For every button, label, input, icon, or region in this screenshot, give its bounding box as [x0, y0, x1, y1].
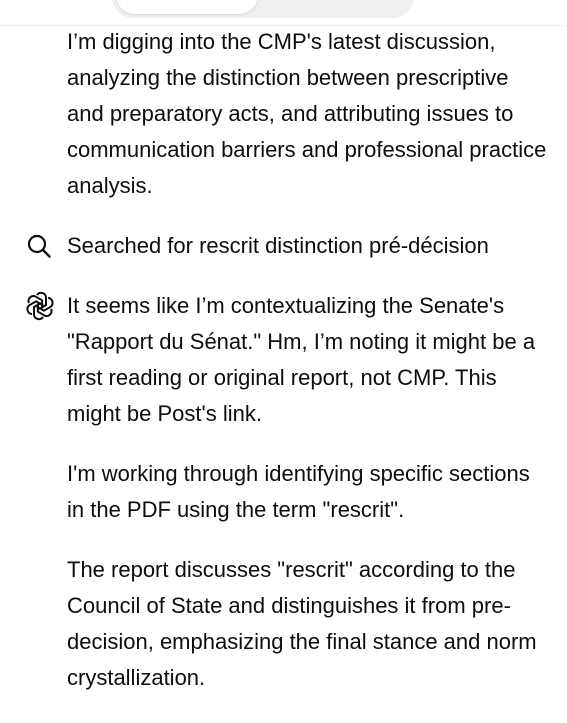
- intro-paragraph: I’m digging into the CMP's latest discussion, analyzing the distinction between prescriptive and preparatory acts, and attributing issues to communication barriers and professional practice analysis.: [67, 29, 547, 198]
- top-bar: [0, 0, 567, 26]
- assistant-paragraph-2: I'm working through identifying specific sections in the PDF using the term "rescrit".: [67, 461, 530, 522]
- mode-switcher[interactable]: [112, 0, 414, 18]
- mode-switcher-active-tab[interactable]: [116, 0, 258, 14]
- search-step-label: Searched for rescrit distinction pré-décision: [67, 233, 489, 258]
- assistant-paragraph-1: It seems like I’m contextualizing the Senate's "Rapport du Sénat." Hm, I’m noting it might be a first reading or original report, not CMP. This might be Post's link.: [67, 293, 536, 426]
- openai-logo-icon: [24, 290, 56, 322]
- assistant-paragraph-3: The report discusses "rescrit" according to the Council of State and distinguishes it from pre-decision, emphasizing the final stance and norm crystallization.: [67, 557, 537, 690]
- search-icon: [26, 233, 52, 259]
